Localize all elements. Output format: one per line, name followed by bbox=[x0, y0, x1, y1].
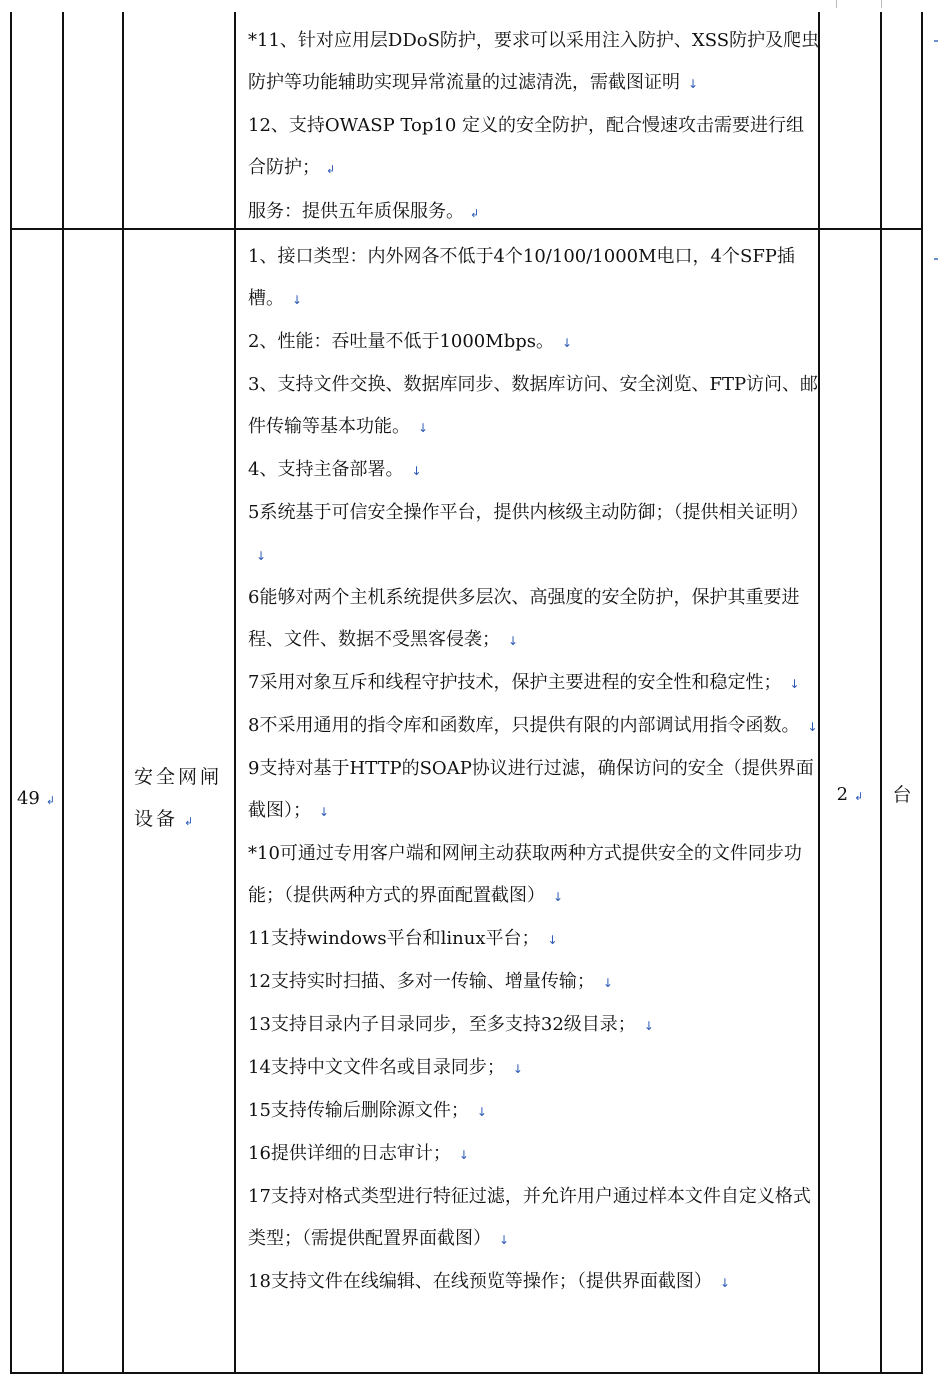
paragraph-mark-icon: ↓ bbox=[547, 933, 558, 947]
table-border-right bbox=[921, 12, 923, 1374]
paragraph-mark-icon: ↓ bbox=[789, 677, 800, 691]
margin-mark-icon bbox=[934, 40, 938, 42]
return-mark-icon: ↲ bbox=[45, 794, 56, 807]
spec-item: 16提供详细的日志审计； ↓ bbox=[248, 1143, 469, 1164]
paragraph-mark-icon: ↓ bbox=[508, 634, 519, 648]
spec-item: 17支持对格式类型进行特征过滤，并允许用户通过样本文件自定义格式类型；（需提供配置界面截图） ↓ bbox=[248, 1186, 811, 1249]
spec-item: 13支持目录内子目录同步，至多支持32级目录； ↓ bbox=[248, 1014, 654, 1035]
paragraph-mark-icon: ↓ bbox=[643, 1019, 654, 1033]
paragraph-mark-icon: ↓ bbox=[458, 1148, 469, 1162]
spec-item: 4、支持主备部署。 ↓ bbox=[248, 459, 422, 480]
column-divider-blank bbox=[122, 12, 124, 1374]
spec-item: 12、支持OWASP Top10 定义的安全防护，配合慢速攻击需要进行组合防护； ↲ bbox=[248, 115, 805, 178]
paragraph-mark-icon: ↓ bbox=[411, 464, 422, 478]
spec-item: 14支持中文文件名或目录同步； ↓ bbox=[248, 1057, 523, 1078]
row-1-spec-list bbox=[248, 20, 820, 235]
spec-item: 9支持对基于HTTP的SOAP协议进行过滤，确保访问的安全（提供界面截图）； ↓ bbox=[248, 758, 814, 821]
paragraph-mark-icon: ↓ bbox=[418, 421, 429, 435]
paragraph-mark-icon: ↓ bbox=[476, 1105, 487, 1119]
spec-item: 2、性能：吞吐量不低于1000Mbps。 ↓ bbox=[248, 331, 573, 352]
table-border-bottom bbox=[10, 1372, 923, 1374]
return-mark-icon: ↲ bbox=[470, 207, 480, 220]
spec-item: *10可通过专用客户端和网闸主动获取两种方式提供安全的文件同步功能；（提供两种方式的界面配置截图） ↓ bbox=[248, 843, 802, 906]
paragraph-mark-icon: ↓ bbox=[602, 976, 613, 990]
page-top-edge bbox=[836, 0, 882, 8]
return-mark-icon: ↲ bbox=[326, 163, 336, 176]
paragraph-mark-icon: ↓ bbox=[807, 720, 818, 734]
spec-item: 12支持实时扫描、多对一传输、增量传输； ↓ bbox=[248, 971, 613, 992]
spec-item: 5系统基于可信安全操作平台，提供内核级主动防御；（提供相关证明）↓ bbox=[248, 502, 809, 563]
paragraph-mark-icon: ↓ bbox=[499, 1233, 510, 1247]
spec-item: 15支持传输后删除源文件； ↓ bbox=[248, 1100, 487, 1121]
row-2-name-cell: 安全网闸设备 ↲ bbox=[134, 766, 223, 830]
margin-mark-icon bbox=[934, 258, 938, 260]
column-divider-qty bbox=[880, 12, 882, 1374]
column-divider-name bbox=[234, 12, 236, 1374]
paragraph-mark-icon: ↓ bbox=[553, 890, 564, 904]
paragraph-mark-icon: ↓ bbox=[319, 805, 330, 819]
row-2-unit-cell: 台 bbox=[892, 784, 912, 806]
spec-table bbox=[10, 12, 923, 1374]
spec-item: 18支持文件在线编辑、在线预览等操作；（提供界面截图） ↓ bbox=[248, 1271, 730, 1292]
spec-item: *11、针对应用层DDoS防护，要求可以采用注入防护、XSS防护及爬虫防护等功能辅助实现异常流量的过滤清洗，需截图证明 ↓ bbox=[248, 30, 820, 93]
spec-item: 7采用对象互斥和线程守护技术，保护主要进程的安全性和稳定性； ↓ bbox=[248, 672, 800, 693]
return-mark-icon: ↲ bbox=[854, 790, 864, 803]
spec-item: 1、接口类型：内外网各不低于4个10/100/1000M电口，4个SFP插槽。 ↓ bbox=[248, 246, 795, 309]
spec-item: 11支持windows平台和linux平台； ↓ bbox=[248, 928, 558, 949]
table-border-left bbox=[10, 12, 12, 1374]
paragraph-mark-icon: ↓ bbox=[512, 1062, 523, 1076]
spec-item: 服务：提供五年质保服务。 ↲ bbox=[248, 201, 480, 222]
paragraph-mark-icon: ↓ bbox=[561, 336, 573, 350]
paragraph-mark-icon: ↓ bbox=[256, 549, 267, 563]
row-2-qty-cell: 2 ↲ bbox=[836, 784, 864, 805]
paragraph-mark-icon: ↓ bbox=[719, 1276, 730, 1290]
spec-item: 3、支持文件交换、数据库同步、数据库访问、安全浏览、FTP访问、邮件传输等基本功能。 ↓ bbox=[248, 374, 819, 437]
paragraph-mark-icon: ↓ bbox=[292, 293, 303, 307]
column-divider-seq bbox=[62, 12, 64, 1374]
return-mark-icon: ↲ bbox=[184, 815, 197, 828]
spec-item: 8不采用通用的指令库和函数库，只提供有限的内部调试用指令函数。 ↓ bbox=[248, 715, 818, 736]
spec-item: 6能够对两个主机系统提供多层次、高强度的安全防护，保护其重要进程、文件、数据不受黑客侵袭； ↓ bbox=[248, 587, 800, 650]
row-2-spec-list bbox=[248, 236, 820, 1304]
paragraph-mark-icon: ↓ bbox=[688, 77, 699, 91]
row-2-seq-cell: 49 ↲ bbox=[16, 788, 56, 809]
